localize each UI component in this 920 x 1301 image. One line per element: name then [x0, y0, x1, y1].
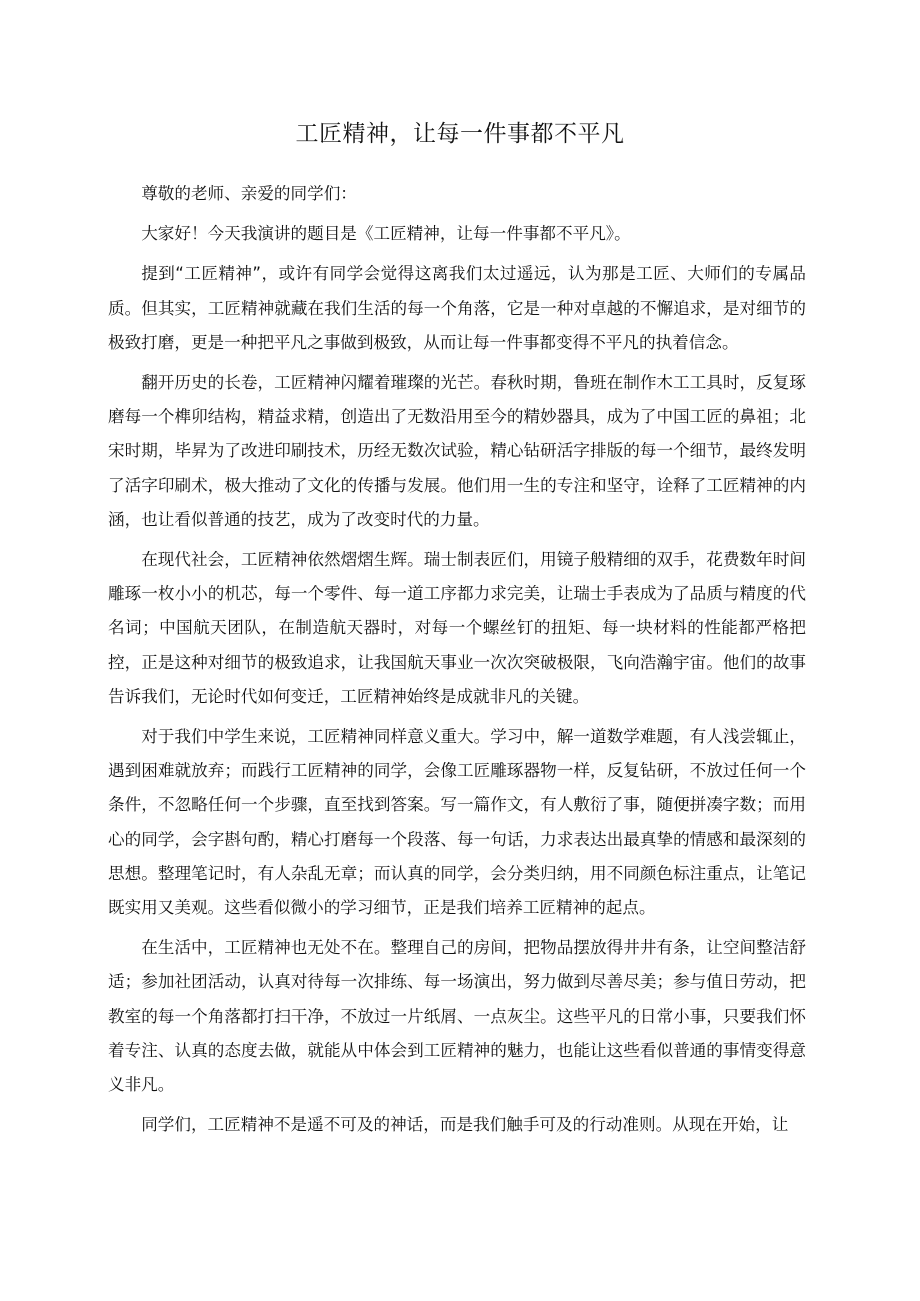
- body-paragraph: 对于我们中学生来说，工匠精神同样意义重大。学习中，解一道数学难题，有人浅尝辄止，遇到困难就放弃；而践行工匠精神的同学，会像工匠雕琢器物一样，反复钻研，不放过任何一个条件，不忽略任何一个步骤，直至找到答案。写一篇作文，有人敷衍了事，随便拼凑字数；而用心的同学，会字斟句酌，精心打磨每一个段落、每一句话，力求表达出最真挚的情感和最深刻的思想。整理笔记时，有人杂乱无章；而认真的同学，会分类归纳，用不同颜色标注重点，让笔记既实用又美观。这些看似微小的学习细节，正是我们培养工匠精神的起点。: [108, 727, 806, 918]
- body-paragraph: 翻开历史的长卷，工匠精神闪耀着璀璨的光芒。春秋时期，鲁班在制作木工工具时，反复琢磨每一个榫卯结构，精益求精，创造出了无数沿用至今的精妙器具，成为了中国工匠的鼻祖；北宋时期，毕昇为了改进印刷技术，历经无数次试验，精心钻研活字排版的每一个细节，最终发明了活字印刷术，极大推动了文化的传播与发展。他们用一生的专注和坚守，诠释了工匠精神的内涵，也让看似普通的技艺，成为了改变时代的力量。: [108, 373, 806, 529]
- body-paragraph: 同学们，工匠精神不是遥不可及的神话，而是我们触手可及的行动准则。从现在开始，让: [141, 1115, 789, 1135]
- body-paragraph: 在生活中，工匠精神也无处不在。整理自己的房间，把物品摆放得井井有条，让空间整洁舒适；参加社团活动，认真对待每一次排练、每一场演出，努力做到尽善尽美；参与值日劳动，把教室的每一个角落都打扫干净，不放过一片纸屑、一点灰尘。这些平凡的日常小事，只要我们怀着专注、认真的态度去做，就能从中体会到工匠精神的魅力，也能让这些看似普通的事情变得意义非凡。: [108, 938, 806, 1095]
- body-paragraph: 在现代社会，工匠精神依然熠熠生辉。瑞士制表匠们，用镜子般精细的双手，花费数年时间雕琢一枚小小的机芯，每一个零件、每一道工序都力求完美，让瑞士手表成为了品质与精度的代名词；中国航天团队，在制造航天器时，对每一个螺丝钉的扭矩、每一块材料的性能都严格把控，正是这种对细节的极致追求，让我国航天事业一次次突破极限，飞向浩瀚宇宙。他们的故事告诉我们，无论时代如何变迁，工匠精神始终是成就非凡的关键。: [108, 550, 806, 706]
- greeting-paragraph: 大家好！今天我演讲的题目是《工匠精神，让每一件事都不平凡》。: [141, 224, 631, 244]
- document-title: 工匠精神，让每一件事都不平凡: [295, 121, 625, 147]
- document-body: [108, 177, 806, 1148]
- salutation-paragraph: 尊敬的老师、亲爱的同学们：: [141, 184, 357, 203]
- body-paragraph: 提到“工匠精神”，或许有同学会觉得这离我们太过遥远，认为那是工匠、大师们的专属品质。但其实，工匠精神就藏在我们生活的每一个角落，它是一种对卓越的不懈追求，是对细节的极致打磨，更是一种把平凡之事做到极致，从而让每一件事都变得不平凡的执着信念。: [108, 264, 806, 352]
